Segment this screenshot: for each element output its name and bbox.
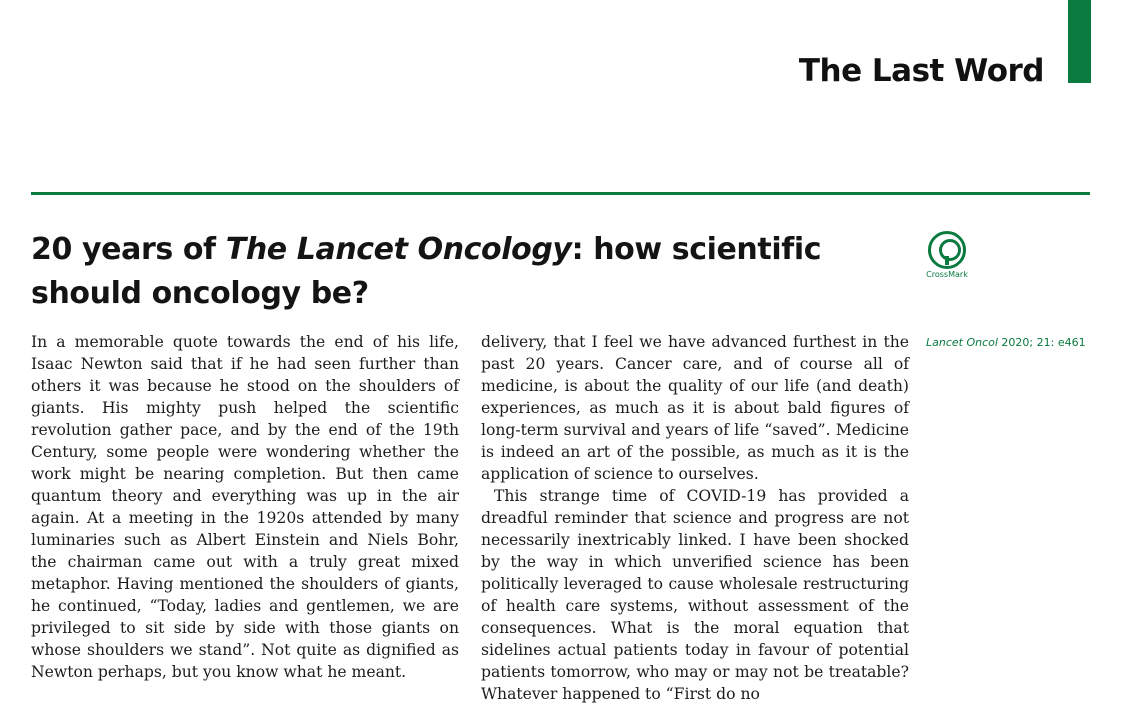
- citation: [926, 336, 1086, 349]
- header-rule: [31, 192, 1090, 195]
- crossmark-icon: [928, 231, 966, 269]
- body-paragraph: In a memorable quote towards the end of his life, Isaac Newton said that if he had seen further than others it was because he stood on the shoulders of giants. His mighty push helped the scientific revolution gather pace, and by the end of the 19th Century, some people were wondering whether the work might be nearing completion. But then came quantum theory and everything was up in the air again. At a meeting in the 1920s attended by many luminaries such as Albert Einstein and Niels Bohr, the chairman came out with a truly great mixed metaphor. Having mentioned the shoulders of giants, he continued, “Today, ladies and gentlemen, we are privileged to sit side by side with those giants on whose shoulders we stand”. Not quite as dignified as Newton perhaps, but you know what he meant.: [31, 333, 459, 681]
- body-column-2: [481, 331, 909, 705]
- body-paragraph: This strange time of COVID-19 has provided a dreadful reminder that science and progress are not necessarily inextricably linked. I have been shocked by the way in which unverified science has been politically leveraged to cause wholesale restructuring of health care systems, without assessment of the consequences. What is the moral equation that sidelines actual patients today in favour of potential patients tomorrow, who may or may not be treatable? Whatever happened to “First do no: [481, 487, 909, 703]
- title-journal: The Lancet Oncology: [225, 232, 572, 267]
- crossmark-badge[interactable]: [922, 231, 972, 279]
- article-title: [31, 228, 891, 316]
- title-suffix: : how scientific should oncology be?: [31, 232, 822, 311]
- section-color-bar: [1068, 0, 1091, 83]
- citation-details: 2020; 21: e461: [997, 336, 1086, 349]
- crossmark-label: CrossMark: [926, 270, 968, 279]
- title-prefix: 20 years of: [31, 232, 226, 267]
- body-column-1: [31, 331, 459, 683]
- citation-journal: Lancet Oncol: [926, 336, 998, 349]
- body-paragraph: delivery, that I feel we have advanced furthest in the past 20 years. Cancer care, and of course all of medicine, is about the quality of our life (and death) experiences, as much as it is about bald figures of long-term survival and years of life “saved”. Medicine is indeed an art of the possible, as much as it is the application of science to ourselves.: [481, 333, 909, 483]
- section-title: The Last Word: [798, 53, 1044, 89]
